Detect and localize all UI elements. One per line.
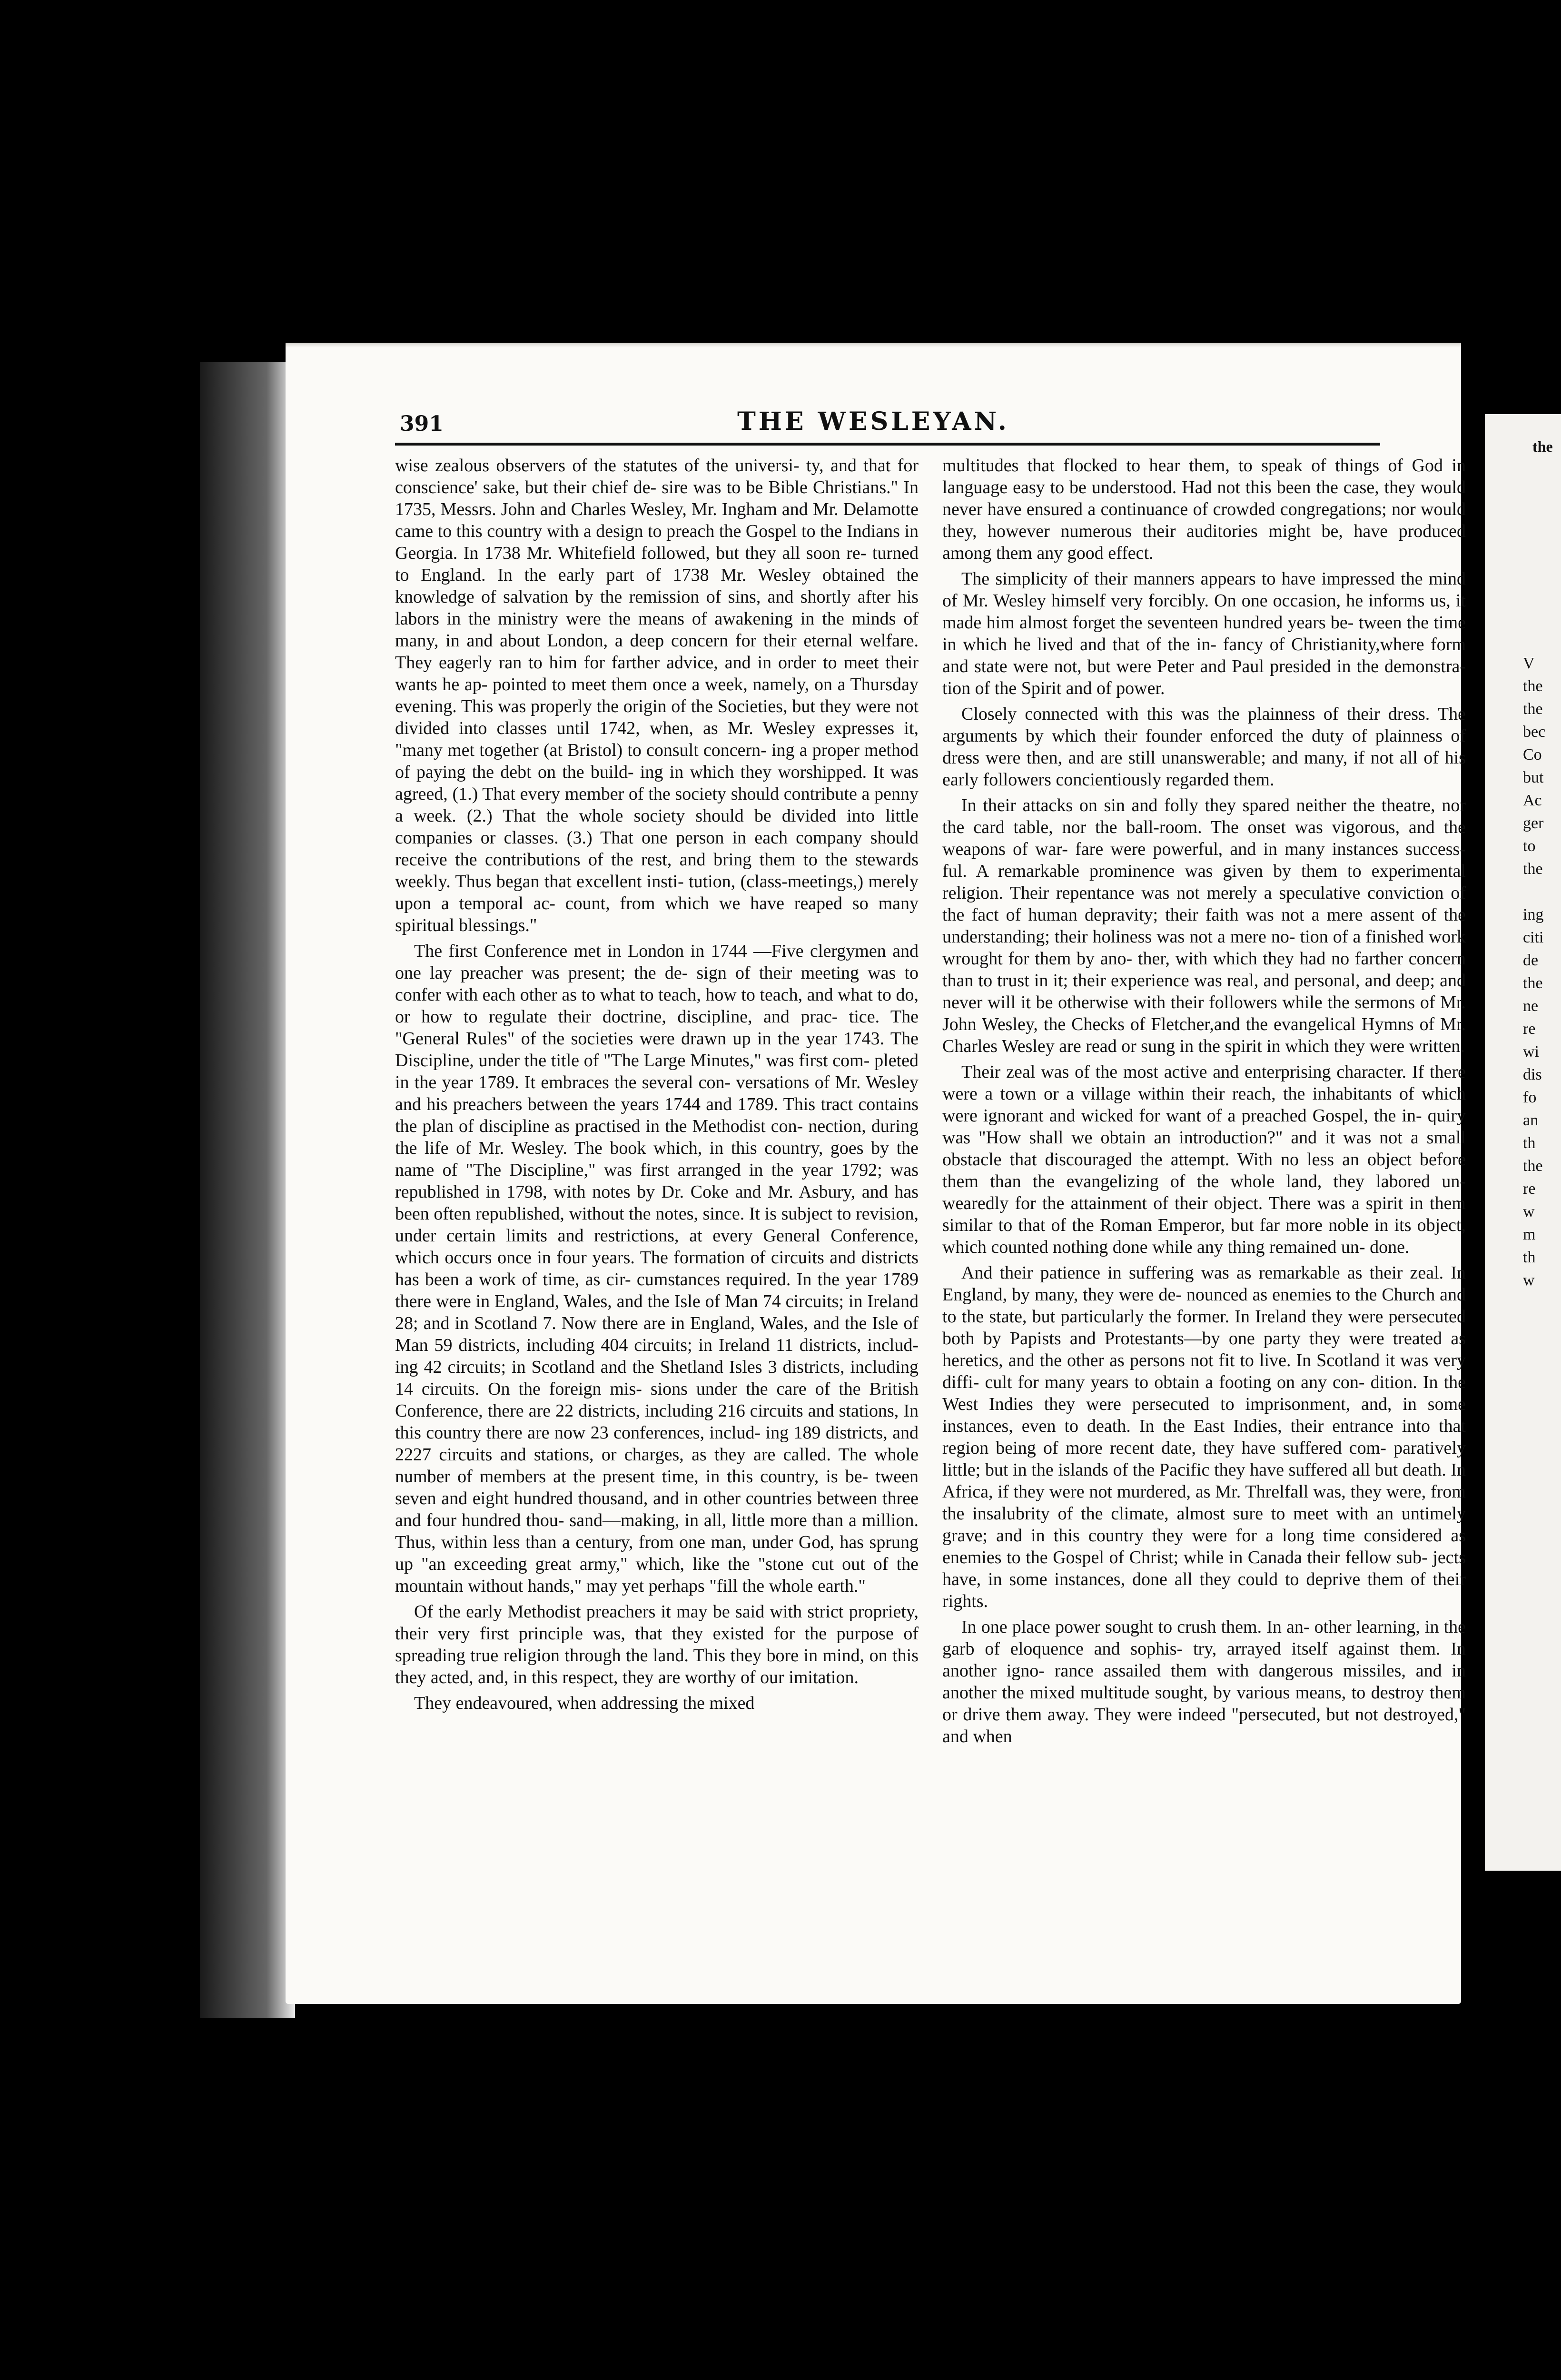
adjacent-line-fragment: but <box>1523 769 1544 786</box>
adjacent-line-fragment: the <box>1523 677 1543 695</box>
adjacent-line-fragment: Co <box>1523 746 1542 764</box>
right-column <box>942 455 1466 1978</box>
adjacent-line-fragment: th <box>1523 1134 1536 1152</box>
adjacent-line-fragment: the <box>1523 860 1543 878</box>
adjacent-line-fragment: Ac <box>1523 792 1542 809</box>
book-page <box>286 343 1466 2004</box>
paragraph: They endeavoured, when addressing the mixed <box>414 1693 755 1713</box>
page-number: 391 <box>400 412 444 436</box>
adjacent-line-fragment: the <box>1523 974 1543 992</box>
paragraph: wise zealous observers of the statutes of the universi- ty, and that for conscience' sake, but their chief de- sire was to be Bible Christians." In 1735, Messrs. John and Charles Wesley, Mr. Ingham and Mr. Delamotte came to this country with a design to preach the Gospel to the Indians in Georgia. In 1738 Mr. Whitefield followed, but they all soon re- turned to England. In the early part of 1738 Mr. Wesley obtained the knowledge of salvation by the remission of sins, and shortly after his labors in the ministry were the means of awakening in the minds of many, in and about London, a deep concern for their eternal welfare. They eagerly ran to him for farther advice, and in order to meet their wants he ap- pointed to meet them once a week, namely, on a Thursday evening. This was properly the origin of the Societies, but they were not divided into classes until 1742, when, as Mr. Wesley expresses it, "many met together (at Bristol) to consult concern- ing a proper method of paying the debt on the build- ing in which they worshipped. It was agreed, (1.) That every member of the society should contribute a penny a week. (2.) That the whole society should be divided into little companies or classes. (3.) That one person in each company should receive the contributions of the rest, and bring them to the stewards weekly. Thus began that excellent insti- tution, (class-meetings,) merely upon a temporal ac- count, from which we have reaped so many spiritual blessings." <box>395 456 919 935</box>
adjacent-line-fragment: fo <box>1523 1089 1537 1106</box>
adjacent-page-edge <box>1485 414 1561 1871</box>
adjacent-line-fragment: wi <box>1523 1043 1539 1061</box>
adjacent-line-fragment: bec <box>1523 723 1546 741</box>
adjacent-line-fragment: th <box>1523 1249 1536 1266</box>
running-head <box>286 407 1461 440</box>
adjacent-line-fragment: the <box>1523 700 1543 718</box>
adjacent-line-fragment: m <box>1523 1226 1536 1243</box>
adjacent-line-fragment <box>1523 881 1561 903</box>
adjacent-line-fragment: w <box>1523 1271 1535 1289</box>
journal-title: THE WESLEYAN. <box>737 407 1009 436</box>
adjacent-line-fragment: w <box>1523 1203 1535 1220</box>
header-rule <box>395 443 1380 446</box>
paragraph: In one place power sought to crush them. In an- other learning, in the garb of eloquence and sophis- try, arrayed itself against them. In another igno- rance assailed them with dangerous missiles, and in another the mixed multitude sought, by various means, to destroy them or drive them away. They were indeed "persecuted, but not destroyed," and when <box>942 1617 1466 1746</box>
paragraph: And their patience in suffering was as remarkable as their zeal. In England, by many, they were de- nounced as enemies to the Church and to the state, but particularly the former. In Ireland they were persecuted both by Papists and Protestants—by one party they were treated as heretics, and the other as persons not fit to live. In Scotland it was very diffi- cult for many years to obtain a footing on any con- dition. In the West Indies they were persecuted to imprisonment, and, in some instances, even to death. In the East Indies, their entrance into that region being of more recent date, they have suffered com- paratively little; but in the islands of the Pacific they have suffered all but death. In Africa, if they were not murdered, as Mr. Threlfall was, they were, from the insalubrity of the climate, almost sure to meet with an untimely grave; and in this country they were for a long time considered as enemies to the Gospel of Christ; while in Canada their fellow sub- jects have, in some instances, done all they could to deprive them of their rights. <box>942 1263 1466 1611</box>
adjacent-line-fragment: re <box>1523 1020 1536 1038</box>
paragraph: In their attacks on sin and folly they spared neither the theatre, nor the card table, nor the ball-room. The onset was vigorous, and the weapons of war- fare were powerful, and in many instances success- ful. A remarkable prominence was given by them to experimental religion. Their repentance was not merely a speculative conviction of the fact of human depravity; their faith was not a mere assent of the understanding; their holiness was not a mere no- tion of a finished work wrought for them by ano- ther, with which they had no farther concern than to trust in it; their experience was real, and personal, and deep; and never will it be otherwise with their followers while the sermons of Mr. John Wesley, the Checks of Fletcher,and the evangelical Hymns of Mr. Charles Wesley are read or sung in the spirit in which they were written. <box>942 795 1466 1056</box>
adjacent-line-fragment: V <box>1523 654 1535 672</box>
paragraph: Closely connected with this was the plainness of their dress. The arguments by which their founder enforced the duty of plainness of dress were then, and are still unanswerable; and many, if not all of his early followers concientiously regarded them. <box>942 704 1466 790</box>
paragraph: Their zeal was of the most active and enterprising character. If there were a town or a village within their reach, the inhabitants of which were ignorant and wicked for want of a preached Gospel, the in- quiry was "How shall we obtain an introduction?" and it was not a small obstacle that discouraged the attempt. With no less an object before them than the evangelizing of the whole land, they labored un- wearedly for the attainment of their object. There was a spirit in them similar to that of the Roman Emperor, but far more noble in its object, which counted nothing done while any thing remained un- done. <box>942 1062 1466 1257</box>
adjacent-line-fragment: an <box>1523 1111 1539 1129</box>
adjacent-line-fragment: citi <box>1523 929 1544 946</box>
adjacent-page-fragments <box>1523 652 1561 1292</box>
paragraph: multitudes that flocked to hear them, to speak of things of God in language easy to be understood. Had not this been the case, they would never have ensured a continuance of crowded congregations; nor would they, however numerous their auditories might be, have produced among them any good effect. <box>942 456 1466 563</box>
adjacent-line-fragment: ne <box>1523 997 1539 1015</box>
adjacent-line-fragment: dis <box>1523 1066 1542 1083</box>
adjacent-line-fragment: re <box>1523 1180 1536 1198</box>
adjacent-line-fragment: to <box>1523 837 1536 855</box>
adjacent-line-fragment: the <box>1523 1157 1543 1175</box>
paragraph: The first Conference met in London in 1744 —Five clergymen and one lay preacher was present; the de- sign of their meeting was to confer with each other as to what to teach, how to teach, and what to do, or how to regulate their doctrine, discipline, and prac- tice. The "General Rules" of the societies were drawn up in the year 1743. The Discipline, under the title of "The Large Minutes," was first com- pleted in the year 1789. It embraces the several con- versations of Mr. Wesley and his preachers between the years 1744 and 1789. This tract contains the plan of discipline as practised in the Methodist con- nection, during the life of Mr. Wesley. The book which, in this country, goes by the name of "The Discipline," was first arranged in the year 1792; was republished in 1798, with notes by Dr. Coke and Mr. Asbury, and has been often republished, without the notes, since. It is subject to revision, under certain limits and restrictions, at every General Conference, which occurs once in four years. The formation of circuits and districts has been a work of time, as cir- cumstances required. In the year 1789 there were in England, Wales, and the Isle of Man 74 circuits; in Ireland 28; and in Scotland 7. Now there are in England, Wales, and the Isle of Man 59 districts, including 404 circuits; in Ireland 11 districts, includ- ing 42 circuits; in Scotland and the Shetland Isles 3 districts, including 14 circuits. On the foreign mis- sions under the care of the British Conference, there are 22 districts, including 216 circuits and stations, In this country there are now 23 conferences, includ- ing 189 districts, and 2227 circuits and stations, or charges, as they are called. The whole number of members at the present time, in this country, is be- tween seven and eight hundred thousand, and in other countries between three and four hundred thou- sand—making, in all, little more than a million. Thus, within less than a century, from one man, under God, has sprung up "an exceeding great army," which, like the "stone cut out of the mountain without hands," may yet perhaps "fill the whole earth." <box>395 941 919 1596</box>
adjacent-running-head: the <box>1532 438 1553 455</box>
left-column <box>395 455 919 1978</box>
adjacent-line-fragment: de <box>1523 952 1539 969</box>
adjacent-line-fragment: ger <box>1523 814 1544 832</box>
paragraph: Of the early Methodist preachers it may be said with strict propriety, their very first principle was, that they existed for the purpose of spreading true religion through the land. This they bore in mind, on this they acted, and, in this respect, they are worthy of our imitation. <box>395 1602 919 1687</box>
paragraph: The simplicity of their manners appears to have impressed the mind of Mr. Wesley himself very forcibly. On one occasion, he informs us, it made him almost forget the seventeen hundred years be- tween the time in which he lived and that of the in- fancy of Christianity,where form and state were not, but were Peter and Paul presided in the demonstra- tion of the Spirit and of power. <box>942 569 1466 698</box>
book-gutter-shadow <box>200 362 295 2018</box>
adjacent-line-fragment: ing <box>1523 906 1544 923</box>
